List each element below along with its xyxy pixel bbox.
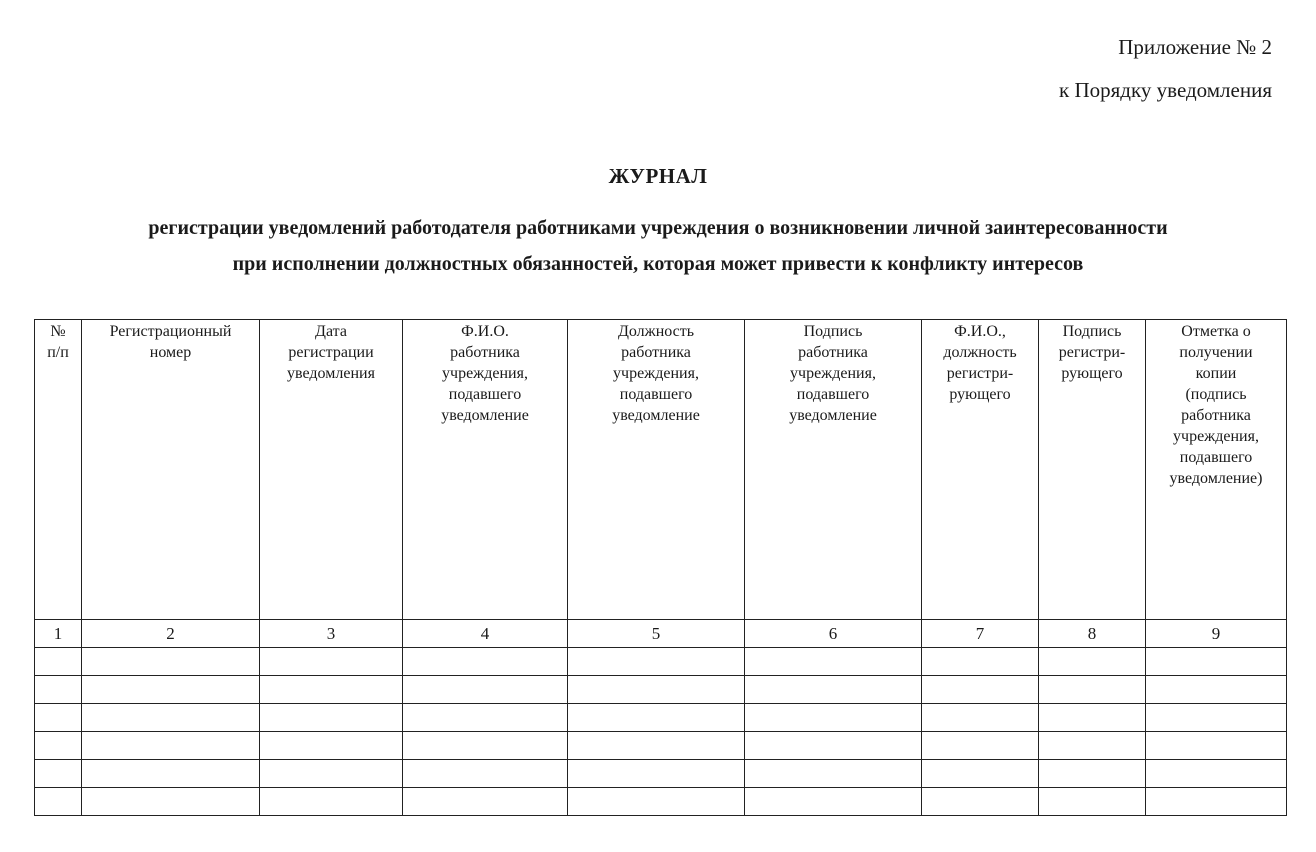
column-header-line: копии (1195, 365, 1237, 382)
table-cell[interactable] (260, 760, 403, 788)
table-cell[interactable] (82, 732, 260, 760)
table-cell[interactable] (922, 732, 1039, 760)
table-cell[interactable] (82, 760, 260, 788)
column-header-7 (922, 320, 1039, 620)
column-number-4: 4 (403, 620, 568, 648)
document-subtitle (0, 210, 1316, 282)
table-cell[interactable] (35, 676, 82, 704)
column-number-3: 3 (260, 620, 403, 648)
column-number-5: 5 (568, 620, 745, 648)
column-header-line: работника (1181, 407, 1251, 424)
column-header-line: п/п (47, 344, 69, 361)
table-cell[interactable] (922, 676, 1039, 704)
column-header-line: работника (621, 344, 691, 361)
table-cell[interactable] (260, 788, 403, 816)
appendix-note (1059, 26, 1272, 112)
column-header-1 (35, 320, 82, 620)
table-cell[interactable] (35, 704, 82, 732)
column-header-line: учреждения, (1173, 428, 1259, 445)
column-header-9 (1146, 320, 1287, 620)
table-cell[interactable] (1039, 704, 1146, 732)
column-header-line: (подпись (1185, 386, 1247, 403)
table-row (35, 732, 1287, 760)
table-cell[interactable] (745, 732, 922, 760)
table-row (35, 648, 1287, 676)
table-cell[interactable] (82, 788, 260, 816)
column-header-line: регистри- (1058, 344, 1126, 361)
table-cell[interactable] (1039, 760, 1146, 788)
table-cell[interactable] (1146, 760, 1287, 788)
column-header-line: Подпись (803, 323, 863, 340)
column-header-line: учреждения, (613, 365, 699, 382)
table-cell[interactable] (403, 788, 568, 816)
table-body (35, 620, 1287, 816)
column-header-line: учреждения, (442, 365, 528, 382)
table-cell[interactable] (1146, 704, 1287, 732)
journal-table (34, 319, 1287, 816)
column-number-7: 7 (922, 620, 1039, 648)
table-cell[interactable] (568, 648, 745, 676)
table-cell[interactable] (745, 788, 922, 816)
table-cell[interactable] (1146, 788, 1287, 816)
column-header-3 (260, 320, 403, 620)
table-cell[interactable] (1039, 788, 1146, 816)
table-cell[interactable] (568, 760, 745, 788)
table-cell[interactable] (403, 732, 568, 760)
column-header-line: уведомление (789, 407, 877, 424)
table-cell[interactable] (35, 732, 82, 760)
column-header-line: учреждения, (790, 365, 876, 382)
column-header-line: Дата (315, 323, 347, 340)
table-cell[interactable] (922, 788, 1039, 816)
table-cell[interactable] (260, 732, 403, 760)
column-header-6 (745, 320, 922, 620)
column-header-line: подавшего (448, 386, 522, 403)
table-cell[interactable] (745, 704, 922, 732)
table-cell[interactable] (1146, 648, 1287, 676)
column-header-line: регистрации (288, 344, 374, 361)
column-number-1: 1 (35, 620, 82, 648)
appendix-number: Приложение № 2 (1118, 35, 1272, 59)
table-row (35, 788, 1287, 816)
column-header-line: Отметка о (1181, 323, 1251, 340)
table-cell[interactable] (1146, 732, 1287, 760)
table-cell[interactable] (1039, 648, 1146, 676)
table-cell[interactable] (403, 676, 568, 704)
column-header-line: подавшего (619, 386, 693, 403)
table-cell[interactable] (403, 648, 568, 676)
table-cell[interactable] (403, 760, 568, 788)
column-header-line: уведомление (441, 407, 529, 424)
column-header-line: подавшего (796, 386, 870, 403)
column-header-line: уведомление) (1169, 470, 1263, 487)
table-cell[interactable] (745, 676, 922, 704)
table-cell[interactable] (260, 648, 403, 676)
column-number-9: 9 (1146, 620, 1287, 648)
column-header-line: работника (450, 344, 520, 361)
table-row (35, 676, 1287, 704)
column-header-line: подавшего (1179, 449, 1253, 466)
column-header-line: Подпись (1062, 323, 1122, 340)
column-number-2: 2 (82, 620, 260, 648)
table-cell[interactable] (35, 788, 82, 816)
column-header-line: Ф.И.О. (461, 323, 509, 340)
column-header-line: должность (943, 344, 1017, 361)
document-title: ЖУРНАЛ (608, 164, 708, 188)
column-number-6: 6 (745, 620, 922, 648)
column-header-line: уведомления (287, 365, 375, 382)
header-row (35, 320, 1287, 620)
table-cell[interactable] (82, 648, 260, 676)
table-cell[interactable] (568, 704, 745, 732)
table-cell[interactable] (568, 788, 745, 816)
table-cell[interactable] (922, 760, 1039, 788)
table-cell[interactable] (922, 648, 1039, 676)
column-header-4 (403, 320, 568, 620)
column-header-line: номер (149, 344, 192, 361)
subtitle-line-1: регистрации уведомлений работодателя работниками учреждения о возникновении личной заинтересованности (148, 217, 1168, 239)
column-header-5 (568, 320, 745, 620)
column-header-line: работника (798, 344, 868, 361)
subtitle-line-2: при исполнении должностных обязанностей, которая может привести к конфликту интересов (232, 253, 1084, 275)
column-header-line: рующего (1061, 365, 1123, 382)
table-cell[interactable] (745, 760, 922, 788)
table-cell[interactable] (260, 676, 403, 704)
column-header-line: уведомление (612, 407, 700, 424)
column-number-8: 8 (1039, 620, 1146, 648)
table-cell[interactable] (1039, 732, 1146, 760)
table-cell[interactable] (35, 648, 82, 676)
table-cell[interactable] (922, 704, 1039, 732)
table-cell[interactable] (1039, 676, 1146, 704)
column-header-8 (1039, 320, 1146, 620)
table-cell[interactable] (403, 704, 568, 732)
table-cell[interactable] (82, 676, 260, 704)
table-row (35, 760, 1287, 788)
table-cell[interactable] (568, 732, 745, 760)
table-cell[interactable] (1146, 676, 1287, 704)
table-cell[interactable] (35, 760, 82, 788)
column-number-row (35, 620, 1287, 648)
column-header-line: Регистрационный (109, 323, 232, 340)
column-header-line: Должность (617, 323, 695, 340)
column-header-2 (82, 320, 260, 620)
table-row (35, 704, 1287, 732)
table-cell[interactable] (745, 648, 922, 676)
column-header-line: регистри- (946, 365, 1014, 382)
table-cell[interactable] (260, 704, 403, 732)
table-cell[interactable] (568, 676, 745, 704)
table-cell[interactable] (82, 704, 260, 732)
column-header-line: получении (1179, 344, 1253, 361)
column-header-line: № (50, 323, 66, 340)
column-header-line: Ф.И.О., (954, 323, 1006, 340)
appendix-reference: к Порядку уведомления (1059, 78, 1272, 102)
column-header-line: рующего (949, 386, 1011, 403)
